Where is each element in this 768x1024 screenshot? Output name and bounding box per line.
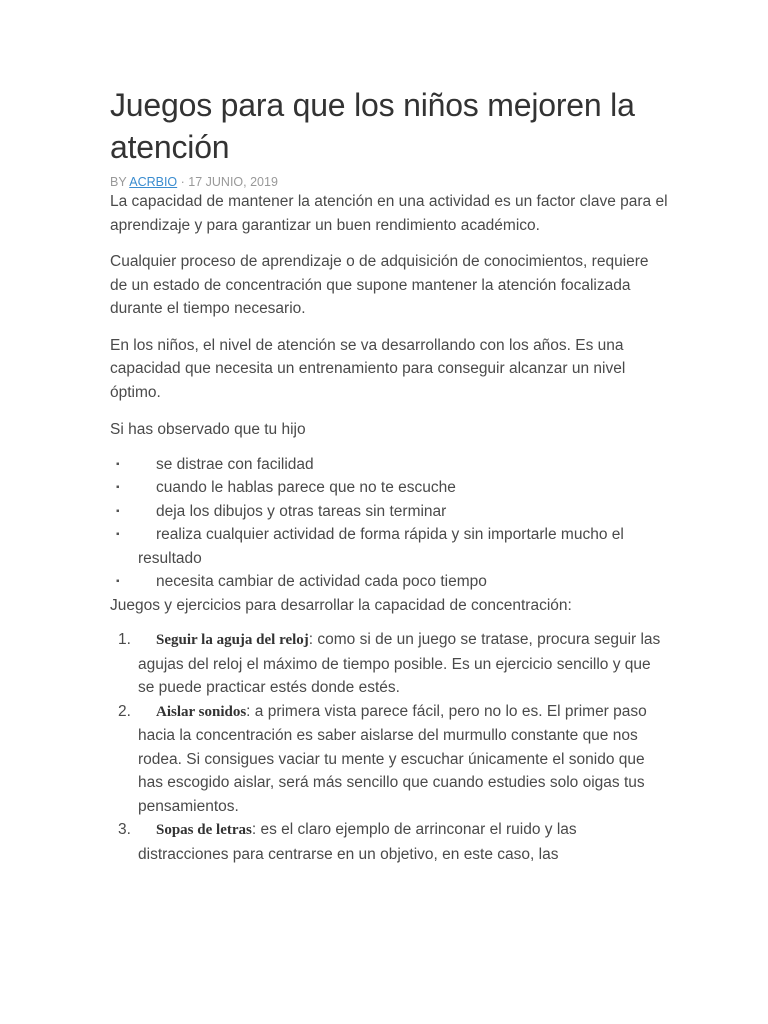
square-bullet-icon: ▪ bbox=[116, 482, 120, 493]
list-item bbox=[110, 818, 670, 866]
author-link[interactable]: ACRBIO bbox=[129, 175, 178, 189]
game-term: Aislar sonidos bbox=[156, 703, 247, 720]
list-item bbox=[110, 700, 670, 819]
list-item bbox=[110, 523, 670, 570]
list-item-text: cuando le hablas parece que no te escuche bbox=[156, 479, 456, 496]
game-term: Seguir la aguja del reloj bbox=[156, 632, 309, 648]
article-meta bbox=[110, 174, 670, 190]
paragraph: Cualquier proceso de aprendizaje o de adquisición de conocimientos, requiere de un estado de concentración que supone mantener la atención focalizada durante el tiempo necesario. bbox=[110, 253, 649, 317]
byline-prefix: BY bbox=[110, 175, 130, 189]
list-item-text: deja los dibujos y otras tareas sin terminar bbox=[156, 502, 447, 520]
game-description: : a primera vista parece fácil, pero no lo es. El primer paso hacia la concentración es saber aislarse del murmullo constante que nos rodea. Si consigues vaciar tu mente y escuchar únicamente el sonido que has escogido aislar, será más sencillo que cuando estudies solo oigas tus pensamientos. bbox=[138, 702, 647, 815]
article-body bbox=[110, 190, 670, 866]
square-bullet-icon: ▪ bbox=[116, 458, 120, 470]
list-item bbox=[110, 570, 670, 594]
square-bullet-icon: ▪ bbox=[116, 505, 120, 517]
list-item bbox=[110, 628, 670, 700]
publish-date: · 17 JUNIO, 2019 bbox=[177, 175, 278, 189]
paragraph: Si has observado que tu hijo bbox=[110, 421, 306, 438]
item-number: 2. bbox=[118, 702, 131, 720]
list-item bbox=[110, 500, 670, 524]
square-bullet-icon: ▪ bbox=[116, 529, 120, 540]
game-description: : como si de un juego se tratase, procura seguir las agujas del reloj el máximo de tiempo posible. Es un ejercicio sencillo y que se puede practicar estés donde estés. bbox=[138, 631, 661, 696]
games-list bbox=[110, 628, 670, 866]
square-bullet-icon: ▪ bbox=[116, 576, 120, 587]
game-term: Sopas de letras bbox=[156, 822, 252, 838]
article-title: Juegos para que los niños mejoren la atención bbox=[110, 87, 635, 165]
list-item-text: se distrae con facilidad bbox=[156, 455, 314, 473]
item-number: 1. bbox=[118, 631, 131, 648]
article bbox=[110, 84, 670, 866]
games-intro: Juegos y ejercicios para desarrollar la capacidad de concentración: bbox=[110, 596, 572, 614]
symptom-list bbox=[110, 453, 670, 594]
item-number: 3. bbox=[118, 821, 131, 838]
paragraph: En los niños, el nivel de atención se va desarrollando con los años. Es una capacidad que necesita un entrenamiento para conseguir alcanzar un nivel óptimo. bbox=[110, 336, 626, 401]
list-item-text: realiza cualquier actividad de forma rápida y sin importarle mucho el resultado bbox=[138, 526, 624, 567]
paragraph: La capacidad de mantener la atención en una actividad es un factor clave para el aprendizaje y para garantizar un buen rendimiento académico. bbox=[110, 193, 668, 234]
list-item-text: necesita cambiar de actividad cada poco tiempo bbox=[156, 573, 487, 590]
list-item bbox=[110, 453, 670, 477]
list-item bbox=[110, 476, 670, 500]
game-description: : es el claro ejemplo de arrinconar el ruido y las distracciones para centrarse en un objetivo, en este caso, las bbox=[138, 821, 577, 863]
